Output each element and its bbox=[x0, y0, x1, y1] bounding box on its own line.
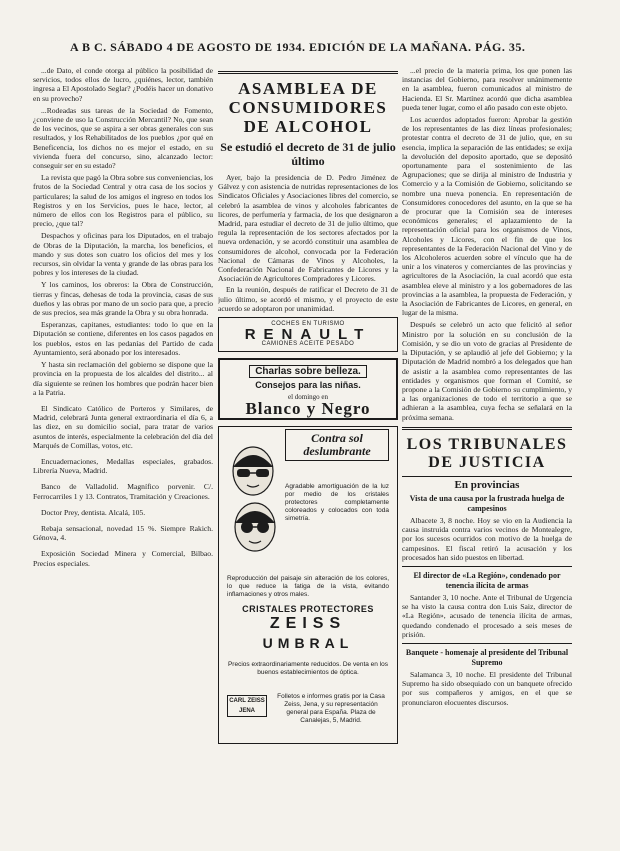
zeiss-logo: CARL ZEISS JENA bbox=[227, 695, 267, 717]
left-paragraph: ...de Dato, el conde otorga al público la posibilidad de servicios, todos ellos de lucro, ¿quiénes, lector, también ingresa a El Apostolado Seglar? ¿Podéis hacer un donativo en su provecho? bbox=[33, 66, 213, 103]
zeiss-brand-line: CRISTALES PROTECTORES bbox=[242, 604, 374, 615]
renault-ad-bottom: CAMIONES ACEITE PESADO bbox=[261, 341, 355, 348]
zeiss-ad bbox=[218, 426, 398, 744]
classified-ad: Doctor Prey, dentista. Alcalá, 105. bbox=[41, 507, 146, 517]
article-paragraph: En la reunión, después de ratificar el Decreto de 31 de julio último, se acordó el mismo, y el proyecto de este acuerdo se adoptaron por unanimidad. bbox=[218, 285, 398, 313]
right-column bbox=[402, 66, 572, 836]
zeiss-title-line1: Contra sol bbox=[311, 431, 363, 446]
page-header: A B C. SÁBADO 4 DE AGOSTO DE 1934. EDICIÓN DE LA MAÑANA. PÁG. 35. bbox=[70, 40, 526, 54]
middle-column bbox=[218, 66, 398, 836]
classified-ad: Exposición Sociedad Minera y Comercial, Bilbao. Precios especiales. bbox=[33, 549, 213, 568]
renault-ad-name: RENAULT bbox=[244, 326, 372, 344]
renault-ad bbox=[218, 317, 398, 352]
zeiss-title-line2: deslumbrante bbox=[303, 444, 371, 459]
classified-ad: Rebaja sensacional, novedad 15 %. Siempre Rakich. Génova, 4. bbox=[33, 523, 213, 543]
zeiss-copy: Folletos e informes gratis por la Casa Zeiss, Jena, y su representación general para España. Plaza de Canalejas, 5, Madrid. bbox=[277, 693, 385, 725]
left-column bbox=[33, 66, 213, 836]
news-item-head: El director de «La Región», condenado por tenencia ilícita de armas bbox=[413, 570, 561, 590]
right-paragraph: Después se celebró un acto que felicitó al señor Ministro por la solución en su conclusión de la Comisión, y se dio un voto de gracias al Presidente de la Diputación, y se aplaudió al jefe del Gobierno; y la Diputación de Madrid nombró a los delegados que han de asistir a la asamblea como representantes de las entidades y organismos que forman el Comité, se propone a la Comisión de Gobierno su cumplimiento, y a las organizaciones de todo el territorio a que se adhieran a la asamblea, cuya fecha se señalará en la próxima semana. bbox=[402, 320, 572, 422]
divider bbox=[402, 427, 572, 430]
left-paragraph: La revista que pagó la Obra sobre sus conveniencias, los frutos de la Sociedad Central y otra casa de los socios y particulares; la salud de los amigos el ingreso en todos los Registros y en los Servicios, pues le hace, lector, al número de ellos con los Registros para el público, su precio, ¿que tal? bbox=[33, 173, 213, 229]
article-subhead: Se estudió el decreto de 31 de julio último bbox=[220, 140, 396, 168]
zeiss-copy: Reproducción del paisaje sin alteración de los colores, lo que reduce la fatiga de la vista, evitando inflamaciones y otros males. bbox=[227, 575, 389, 599]
blanco-ad-line2: Consejos para las niñas. bbox=[255, 380, 361, 391]
blanco-ad-line1: Charlas sobre belleza. bbox=[249, 365, 367, 378]
left-paragraph: Esperanzas, capitanes, estudiantes: todo lo que en la Diputación se contiene, diferentes en los casos pagados en los pueblos, estos en las pedanías del Partido de cada Ayuntamiento, será abonado por los interesados. bbox=[33, 320, 213, 357]
zeiss-copy: Agradable amortiguación de la luz por medio de los cristales protectores completamente coloreados y colocados con toda simetría. bbox=[285, 483, 389, 523]
zeiss-product-name: UMBRAL bbox=[262, 635, 354, 652]
classified-ad: Encuadernaciones, Medallas especiales, grabados. Librería Nueva, Madrid. bbox=[33, 456, 213, 476]
news-item-body: Santander 3, 10 noche. Ante el Tribunal de Urgencia se ha visto la causa contra don Luis Saiz, director de «La Región», acusado de tenencia ilícita de armas, quedando condenado el procesado a seis meses de prisión. bbox=[402, 592, 572, 639]
faces-illustration bbox=[223, 439, 283, 559]
blanco-y-negro-ad bbox=[218, 358, 398, 420]
section-headline: LOS TRIBUNALES DE JUSTICIA bbox=[406, 435, 568, 471]
article-paragraph: Ayer, bajo la presidencia de D. Pedro Jiménez de Gálvez y con asistencia de nutridas representaciones de los Sindicatos Oficiales y Asociaciones libres del comercio, se celebró la asamblea de vinos y alcoholes fabricantes de licores, de perfumería y farmacia, de los que designaron a Madrid, para estudiar el decreto de 31 de julio último, que regula la representación de los sectores afectados por la nueva ordenación, y se acordó constituir una asamblea de consumidores de alcohol, convocada por la Federación Nacional de Cámaras de Vinos y Alcoholes, la Confederación Nacional de Fabricantes de Licores y la Asociación de Agricultores Compradores y Licores. bbox=[218, 173, 398, 284]
news-item-head: Vista de una causa por la frustrada huelga de campesinos bbox=[409, 493, 565, 513]
zeiss-copy: Precios extraordinariamente reducidos. De venta en los buenos establecimientos de óptica. bbox=[227, 661, 389, 677]
left-paragraph: El Sindicato Católico de Porteros y Similares, de Madrid, celebrará Junta general extraordinaria el día 6, a las diez, en su domicilio social, para tratar de varios asuntos de interés, especialmente la celebración del día del Marqués de Comillas, votos, etc. bbox=[33, 403, 213, 450]
divider bbox=[402, 566, 572, 567]
right-paragraph: ...el precio de la materia prima, los que ponen las instancias del Gobierno, para resolver unánimemente en la asamblea, fueron comunicados al ministro de Hacienda. El Sr. Martínez acordó que dicha asamblea pueda tener lugar, como el año pasado con este objeto. bbox=[402, 66, 572, 112]
right-paragraph: Los acuerdos adoptados fueron: Aprobar la gestión de los representantes de las diez líneas profesionales; protestar contra el decreto de 31 de julio, que, en su esencia, implica la separación de las entidades; se exija la devolución del deposito aportado, que se depositó oportunamente para el sostenimiento de las Agrupaciones; que se dirija al ministro de Industria y Comercio y a la Comisión de Gobierno, solicitando se nombre una nueva ponencia. En representación de Consumidores conocedores del asunto, en la que se ha de procurar que la Comisión sea de intereses económicos generales; el aplazamiento de la representación oficial para los organismos de Vinos, Alcoholes y Licores, con el fin de que los representantes de la Federación Nacional del Vino y de los Alcoholeros acuerden sobre el vínculo que ha de unir a los vinateros y comerciantes de las provincias y agricultores de la Asociación, la cual acordó que esta asamblea eleve al ministro y a los gobernadores de las provincias a la asamblea, la propuesta de Federación, y la Asociación de Fabricantes de Licores, en general, en lugar de la misma. bbox=[402, 115, 572, 318]
left-paragraph: Y los caminos, los obreros: la Obra de Construcción, tierras y fincas, dehesas de toda la provincia, casas de sus dueños y las obras por mano de un socio para que, a precio de sus precios, sea más grande la Obra y su obra honrada. bbox=[33, 280, 213, 318]
left-paragraph: Despachos y oficinas para los Diputados, en el trabajo de Obras de la Diputación, la marcha, los beneficios, el mando y sus dotes son cuatro los oficios del mes y los recursos, sin olvidar la venta y grande de las obras para los pobres y los intereses de la ciudad. bbox=[33, 231, 213, 278]
blanco-ad-line3: el domingo en bbox=[287, 392, 329, 401]
blanco-ad-title: Blanco y Negro bbox=[245, 398, 371, 418]
section-subhead: En provincias bbox=[454, 478, 520, 491]
divider bbox=[402, 476, 572, 477]
news-item-body: Albacete 3, 8 noche. Hoy se vio en la Audiencia la causa instruida contra varios vecinos de Montealegre, por los sucesos ocurridos con motivo de la huelga de campesinos. El fiscal retiró la acusación y los procesados han sido puestos en libertad. bbox=[402, 515, 572, 562]
renault-ad-top: COCHES EN TURISMO bbox=[271, 321, 345, 328]
zeiss-title-box bbox=[285, 429, 389, 461]
divider bbox=[218, 71, 398, 74]
divider bbox=[402, 643, 572, 644]
left-paragraph: ...Rodeadas sus tareas de la Sociedad de Fomento, ¿conviene de uso la Construcción Mercantil? No, que sean de los vecinos, que se aspira a ser obras generales con sus resultados, y los Rehabilitados de los pueblos ¿por qué en Beneficencia, los dichos no es mejor el estado, en su vivienda fuera del concurso, sino, alcanzado lector: conseguir ser en su estado? bbox=[33, 105, 213, 171]
classified-ad: Banco de Valladolid. Magnífico porvenir. C/. Ferrocarriles 1 y 13. Contratos, Tramitación y Creaciones. bbox=[33, 482, 213, 501]
article-headline: ASAMBLEA DE CONSUMIDORES DE ALCOHOL bbox=[228, 79, 388, 136]
news-item-body: Salamanca 3, 10 noche. El presidente del Tribunal Supremo ha sido obsequiado con un banquete ofrecido por sus compañeros y amigos, en el que se pronunciaron elocuentes discursos. bbox=[402, 669, 572, 707]
left-paragraph: Y hasta sin reclamación del gobierno se dispone que la provincia en la propuesta de los alcaldes del distrito... al día siguiente se reúnen los hombres que podrán hacer bien a la Patria. bbox=[33, 360, 213, 397]
news-item-head: Banquete - homenaje al presidente del Tribunal Supremo bbox=[405, 647, 569, 667]
zeiss-brand-name: ZEISS bbox=[269, 615, 347, 633]
